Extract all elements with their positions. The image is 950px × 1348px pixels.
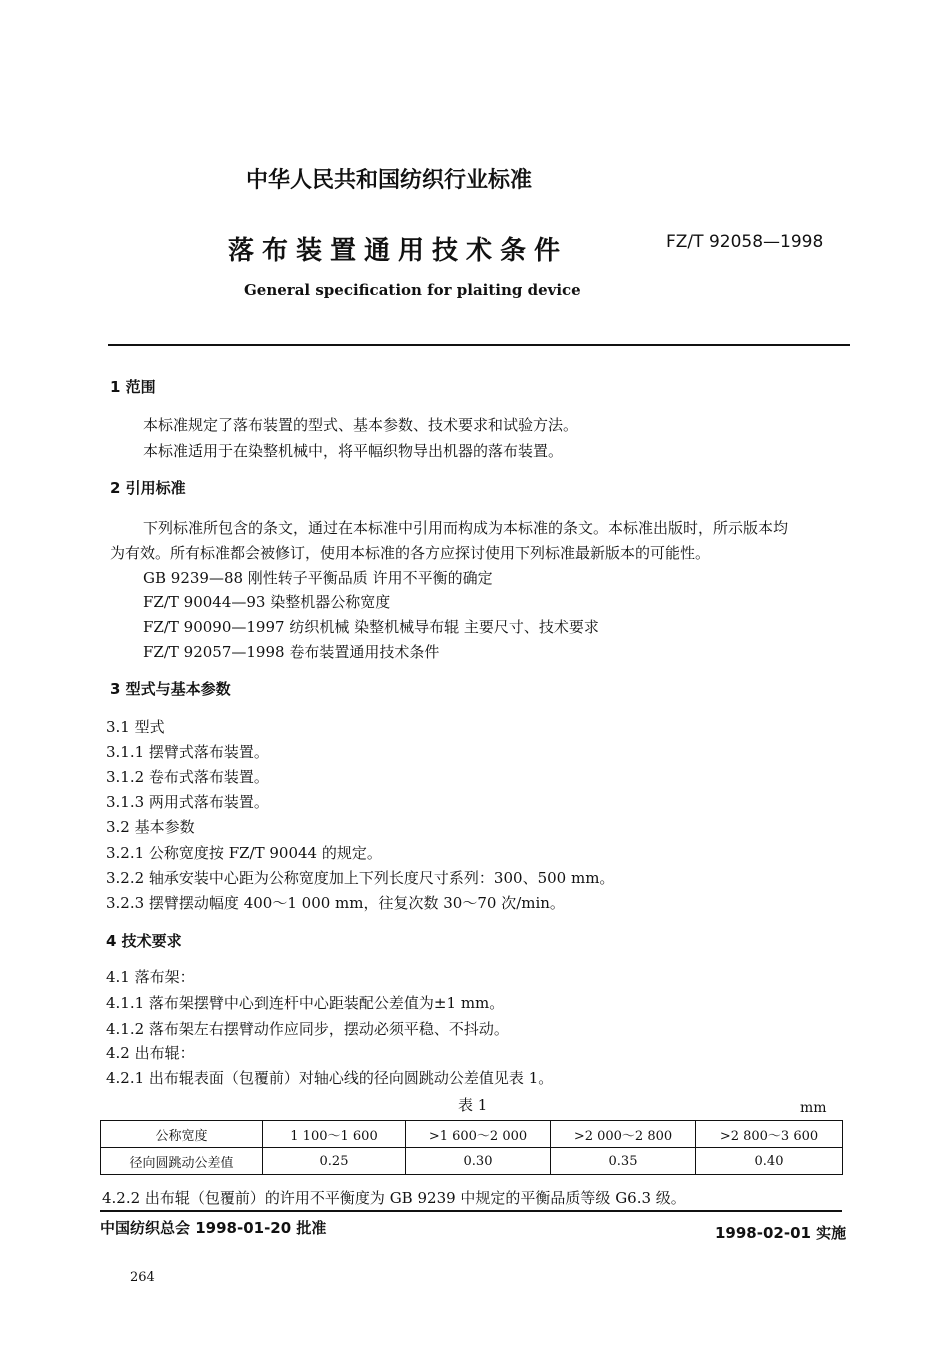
table-cell: 公称宽度 — [101, 1121, 263, 1148]
clause-item: 3.1 型式 — [106, 718, 165, 736]
clause-item: 4.2.1 出布辊表面（包覆前）对轴心线的径向圆跳动公差值见表 1。 — [106, 1069, 554, 1087]
clause-item: 4.1 落布架： — [106, 968, 195, 986]
header-rule — [108, 344, 850, 346]
table-cell: 0.30 — [406, 1148, 551, 1175]
table-cell: >1 600～2 000 — [406, 1121, 551, 1148]
section-2-paragraph: 为有效。所有标准都会被修订，使用本标准的各方应探讨使用下列标准最新版本的可能性。 — [110, 544, 711, 562]
clause-item: 4.1.2 落布架左右摆臂动作应同步，摆动必须平稳、不抖动。 — [106, 1020, 509, 1038]
table-cell: 1 100～1 600 — [263, 1121, 406, 1148]
table-header-row — [101, 1121, 843, 1148]
section-1-paragraph: 本标准规定了落布装置的型式、基本参数、技术要求和试验方法。 — [143, 416, 579, 434]
table-cell: 0.25 — [263, 1148, 406, 1175]
reference-item: FZ/T 92057—1998 卷布装置通用技术条件 — [143, 643, 440, 661]
section-4-heading: 4 技术要求 — [106, 932, 182, 950]
table-caption: 表 1 — [458, 1096, 488, 1114]
reference-item: GB 9239—88 刚性转子平衡品质 许用不平衡的确定 — [143, 569, 493, 587]
clause-item: 3.2.1 公称宽度按 FZ/T 90044 的规定。 — [106, 844, 382, 862]
section-1-paragraph: 本标准适用于在染整机械中，将平幅织物导出机器的落布装置。 — [143, 442, 564, 460]
table-unit: mm — [800, 1100, 827, 1116]
table-row — [101, 1148, 843, 1175]
industry-standard-label: 中华人民共和国纺织行业标准 — [246, 168, 533, 193]
document-title-en: General specification for plaiting device — [244, 281, 581, 299]
clause-item: 4.2.2 出布辊（包覆前）的许用不平衡度为 GB 9239 中规定的平衡品质等级 G6.3 级。 — [102, 1189, 686, 1207]
effective-date: 1998-02-01 实施 — [715, 1224, 847, 1242]
clause-item: 3.1.3 两用式落布装置。 — [106, 793, 269, 811]
clause-item: 4.1.1 落布架摆臂中心到连杆中心距装配公差值为±1 mm。 — [106, 994, 505, 1012]
clause-item: 3.2 基本参数 — [106, 818, 195, 836]
table-cell: >2 800～3 600 — [696, 1121, 843, 1148]
footer-rule — [100, 1210, 842, 1212]
clause-item: 3.2.3 摆臂摆动幅度 400～1 000 mm，往复次数 30～70 次/min。 — [106, 894, 565, 912]
tolerance-table — [100, 1120, 843, 1175]
standard-code: FZ/T 92058—1998 — [666, 232, 824, 252]
clause-item: 3.1.1 摆臂式落布装置。 — [106, 743, 269, 761]
approval-date: 中国纺织总会 1998-01-20 批准 — [100, 1219, 327, 1237]
section-2-paragraph: 下列标准所包含的条文，通过在本标准中引用而构成为本标准的条文。本标准出版时，所示版本均 — [143, 519, 789, 537]
section-3-heading: 3 型式与基本参数 — [110, 680, 231, 698]
table-cell: 0.35 — [551, 1148, 696, 1175]
clause-item: 3.1.2 卷布式落布装置。 — [106, 768, 269, 786]
section-1-heading: 1 范围 — [110, 378, 156, 396]
table-cell: 0.40 — [696, 1148, 843, 1175]
clause-item: 3.2.2 轴承安装中心距为公称宽度加上下列长度尺寸系列：300、500 mm。 — [106, 869, 615, 887]
clause-item: 4.2 出布辊： — [106, 1044, 195, 1062]
reference-item: FZ/T 90090—1997 纺织机械 染整机械导布辊 主要尺寸、技术要求 — [143, 618, 599, 636]
reference-item: FZ/T 90044—93 染整机器公称宽度 — [143, 593, 391, 611]
page-number: 264 — [130, 1270, 155, 1285]
section-2-heading: 2 引用标准 — [110, 479, 186, 497]
table-cell: >2 000～2 800 — [551, 1121, 696, 1148]
table-cell: 径向圆跳动公差值 — [101, 1148, 263, 1175]
document-title-cn: 落布装置通用技术条件 — [228, 236, 569, 266]
